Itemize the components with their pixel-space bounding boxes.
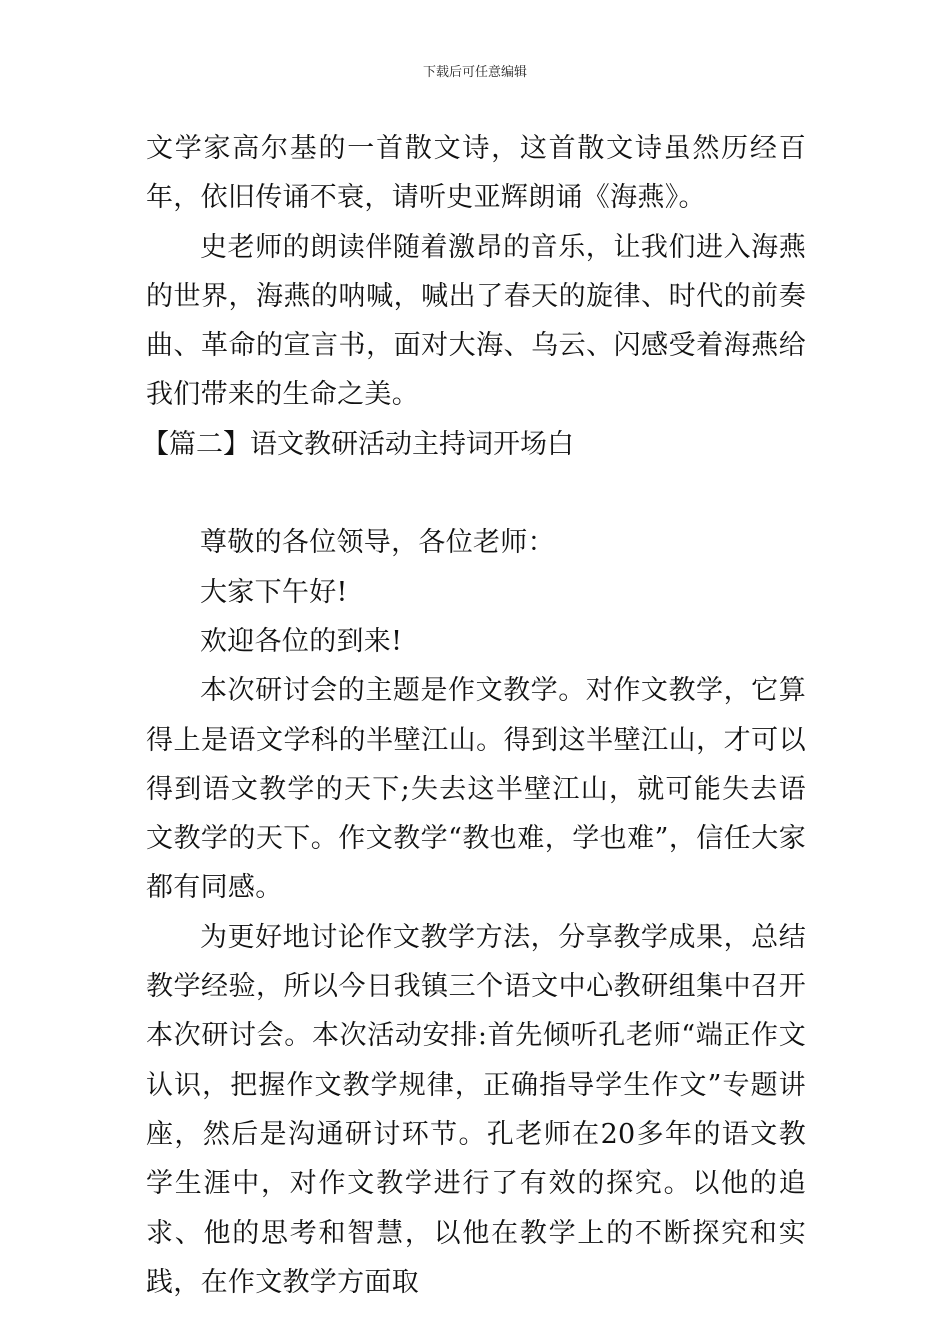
page-header: 下载后可任意编辑 [422, 65, 527, 80]
paragraph: 本次研讨会的主题是作文教学。对作文教学，它算得上是语文学科的半壁江山。得到这半壁江山，才可以得到语文教学的天下;失去这半壁江山，就可能失去语文教学的天下。作文教学“教也难，学也难”，信任大家都有同感。 [146, 675, 806, 904]
paragraph: 大家下午好! [200, 576, 348, 608]
blank-line [146, 469, 806, 518]
document-body [142, 124, 806, 1307]
section-heading: 【篇二】语文教研活动主持词开场白 [142, 428, 574, 460]
paragraph: 史老师的朗读伴随着激昂的音乐，让我们进入海燕的世界，海燕的呐喊，喊出了春天的旋律、时代的前奏曲、革命的宣言书，面对大海、乌云、闪感受着海燕给我们带来的生命之美。 [146, 231, 806, 411]
paragraph: 尊敬的各位领导，各位老师： [200, 527, 555, 559]
paragraph: 为更好地讨论作文教学方法，分享教学成果，总结教学经验，所以今日我镇三个语文中心教研组集中召开本次研讨会。本次活动安排:首先倾听孔老师“端正作文认识，把握作文教学规律，正确指导学生作文”专题讲座，然后是沟通研讨环节。孔老师在20多年的语文教学生涯中，对作文教学进行了有效的探究。以他的追求、他的思考和智慧，以他在教学上的不断探究和实践，在作文教学方面取 [146, 921, 806, 1298]
paragraph: 文学家高尔基的一首散文诗，这首散文诗虽然历经百年，依旧传诵不衰，请听史亚辉朗诵《海燕》。 [146, 133, 806, 214]
paragraph: 欢迎各位的到来! [200, 625, 403, 657]
